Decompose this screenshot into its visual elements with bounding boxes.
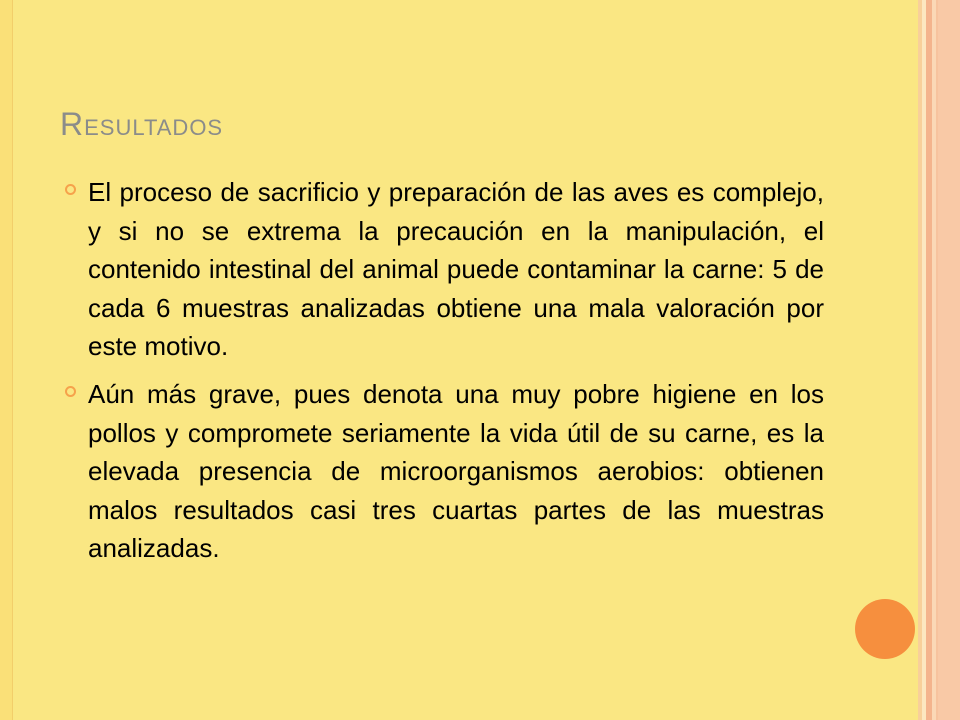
bullet-text: Aún más grave, pues denota una muy pobre higiene en los pollos y compromete seriamente la vida útil de su carne, es la elevada presencia de microorganismos aerobios: obtienen malos resultados casi tres cuartas partes de las muestras analizadas. (88, 378, 824, 564)
ring-bullet-icon (65, 386, 76, 397)
orange-circle-decoration (855, 599, 915, 659)
slide-title: Resultados (60, 106, 224, 142)
bullet-list (60, 173, 824, 577)
right-border-stripe-6 (938, 0, 960, 720)
bullet-item (60, 375, 824, 568)
bullet-text: El proceso de sacrificio y preparación de las aves es complejo, y si no se extrema la precaución en la manipulación, el contenido intestinal del animal puede contaminar la carne: 5 de cada 6 muestras analizadas obtiene una mala valoración por este motivo. (88, 177, 824, 362)
ring-bullet-icon (65, 184, 76, 195)
left-edge-stripe (0, 0, 12, 720)
bullet-item (60, 173, 824, 366)
